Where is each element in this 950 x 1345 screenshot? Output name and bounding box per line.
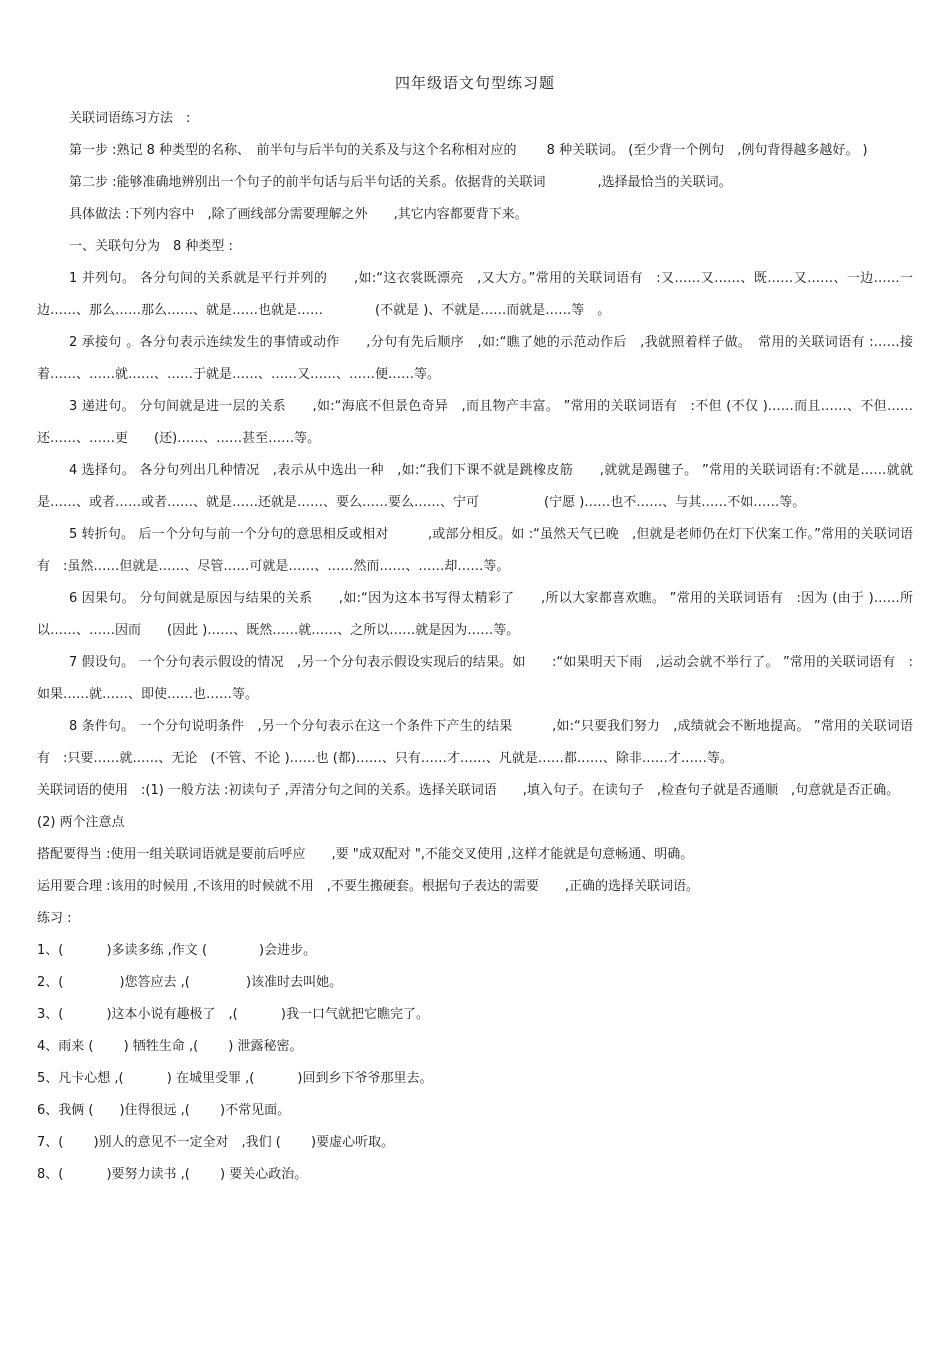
sentence-type-progressive: 3 递进句。 分句间就是进一层的关系 ,如:“海底不但景色奇异 ,而且物产丰富。 ”常用的关联词语有 :不但 (不仅 )……而且……、不但……还……、……更 (还)……、……甚至……等。 xyxy=(37,399,913,446)
sentence-type-condition: 8 条件句。 一个分句说明条件 ,另一个分句表示在这一个条件下产生的结果 ,如:“只要我们努力 ,成绩就会不断地提高。 ”常用的关联词语有 :只要……就……、无论 (不管、不论 )……也 (都)……、只有……才……、凡就是……都……、除非……才……等。 xyxy=(37,719,913,766)
document-body xyxy=(37,103,913,1191)
exercise-item: 7、( )别人的意见不一定全对 ,我们 ( )要虚心听取。 xyxy=(37,1135,395,1150)
usage-notes-heading: (2) 两个注意点 xyxy=(37,815,125,830)
sentence-type-choice: 4 选择句。 各分句列出几种情况 ,表示从中选出一种 ,如:“我们下课不就是跳橡皮筋 ,就就是踢毽子。 ”常用的关联词语有:不就是……就就是……、或者……或者……、就是……还就是……、要么……要么……、宁可 (宁愿 )……也不……、与其……不如……等。 xyxy=(37,463,913,510)
exercise-heading: 练习 : xyxy=(37,911,72,926)
intro-heading: 关联词语练习方法 : xyxy=(69,111,191,126)
page-title: 四年级语文句型练习题 xyxy=(394,74,555,92)
exercise-item: 3、( )这本小说有趣极了 ,( )我一口气就把它瞧完了。 xyxy=(37,1007,429,1022)
exercise-item: 4、雨来 ( ) 牺牲生命 ,( ) 泄露秘密。 xyxy=(37,1039,303,1054)
exercise-item: 8、( )要努力读书 ,( ) 要关心政治。 xyxy=(37,1167,308,1182)
sentence-type-parallel: 1 并列句。 各分句间的关系就是平行并列的 ,如:“这衣裳既漂亮 ,又大方。”常用的关联词语有 :又……又……、既……又……、一边……一边……、那么……那么……、就是……也就是…… (不就是 )、不就是……而就是……等 。 xyxy=(37,271,913,318)
exercise-item: 5、凡卡心想 ,( ) 在城里受罪 ,( )回到乡下爷爷那里去。 xyxy=(37,1071,433,1086)
intro-step-1: 第一步 :熟记 8 种类型的名称、 前半句与后半句的关系及与这个名称相对应的 8 种关联词。 (至少背一个例句 ,例句背得越多越好。 ) xyxy=(69,143,868,158)
exercise-item: 2、( )您答应去 ,( )该准时去叫她。 xyxy=(37,975,343,990)
intro-step-2: 第二步 :能够准确地辨别出一个句子的前半句话与后半句话的关系。依据背的关联词 ,选择最恰当的关联词。 xyxy=(69,175,732,190)
sentence-type-sequential: 2 承接句 。各分句表示连续发生的事情或动作 ,分句有先后顺序 ,如:“瞧了她的示范动作后 ,我就照着样子做。 常用的关联词语有 :……接着……、……就……、……于就是……、……又……、……便……等。 xyxy=(37,335,913,382)
sentence-type-hypothesis: 7 假设句。 一个分句表示假设的情况 ,另一个分句表示假设实现后的结果。如 :“如果明天下雨 ,运动会就不举行了。 ”常用的关联词语有 :如果……就……、即使……也……等。 xyxy=(37,655,913,702)
usage-note-2: 运用要合理 :该用的时候用 ,不该用的时候就不用 ,不要生搬硬套。根据句子表达的需要 ,正确的选择关联词语。 xyxy=(37,879,700,894)
exercise-item: 6、我俩 ( )住得很远 ,( )不常见面。 xyxy=(37,1103,291,1118)
sentence-type-contrast: 5 转折句。 后一个分句与前一个分句的意思相反或相对 ,或部分相反。如 :“虽然天气已晚 ,但就是老师仍在灯下伏案工作。”常用的关联词语有 :虽然……但就是……、尽管……可就是……、……然而……、……却……等。 xyxy=(37,527,913,574)
sentence-type-cause-effect: 6 因果句。 分句间就是原因与结果的关系 ,如:“因为这本书写得太精彩了 ,所以大家都喜欢瞧。 ”常用的关联词语有 :因为 (由于 )……所以……、……因而 (因此 )……、既然……就……、之所以……就是因为……等。 xyxy=(37,591,913,638)
usage-general: 关联词语的使用 :(1) 一般方法 :初读句子 ,弄清分句之间的关系。选择关联词语 ,填入句子。在读句子 ,检查句子就是否通顺 ,句意就是否正确。 xyxy=(37,783,900,798)
intro-method: 具体做法 :下列内容中 ,除了画线部分需要理解之外 ,其它内容都要背下来。 xyxy=(69,207,528,222)
usage-note-1: 搭配要得当 :使用一组关联词语就是要前后呼应 ,要 "成双配对 ",不能交叉使用 ,这样才能就是句意畅通、明确。 xyxy=(37,847,694,862)
section-heading: 一、关联句分为 8 种类型 : xyxy=(69,239,233,254)
exercise-item: 1、( )多读多练 ,作文 ( )会进步。 xyxy=(37,943,317,958)
